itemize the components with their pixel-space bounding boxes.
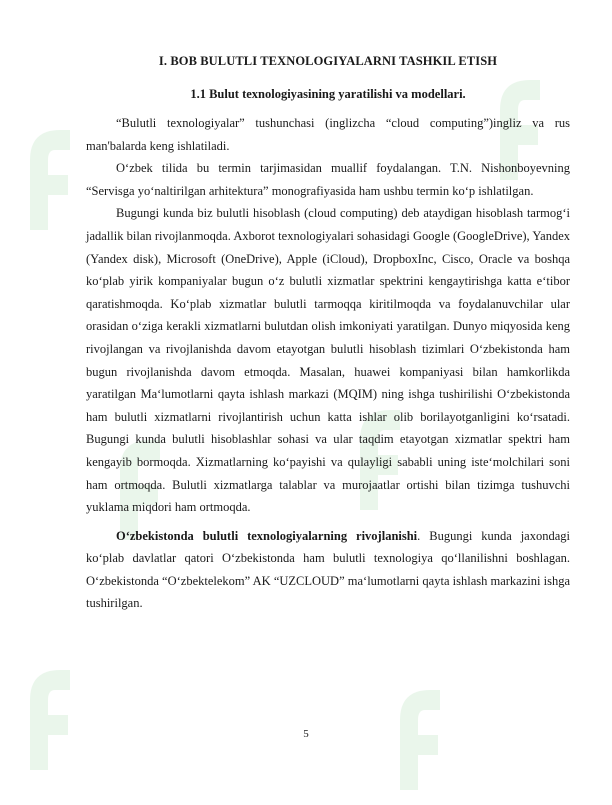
paragraph-1: “Bulutli texnologiyalar” tushunchasi (inglizcha “cloud computing”)ingliz va rus man'balarda keng ishlatiladi. xyxy=(86,116,570,153)
watermark-logo-icon xyxy=(390,680,450,800)
watermark-logo-icon xyxy=(20,120,80,240)
chapter-title: I. BOB BULUTLI TEXNOLOGIYALARNI TASHKIL ETISH xyxy=(158,54,498,68)
paragraph-2: O‘zbek tilida bu termin tarjimasidan muallif foydalangan. T.N. Nishonboyevning “Servisga yo‘naltirilgan arhitektura” monografiyasida ham ushbu termin ko‘p ishlatilgan. xyxy=(86,161,570,198)
paragraph-4-body: . Bugungi kunda jaxondagi ko‘plab davlatlar qatori O‘zbekistonda ham bulutli texnologiya qo‘llanilishni boshlagan. O‘zbekistonda “O‘zbektelekom” AK “UZCLOUD” ma‘lumotlarni qayta ishlash markazini ishga tushirilgan. xyxy=(86,528,571,611)
section-title: 1.1 Bulut texnologiyasining yaratilishi va modellari. xyxy=(190,87,466,101)
paragraph-4 xyxy=(86,525,570,615)
paragraph-3: Bugungi kunda biz bulutli hisoblash (cloud computing) deb ataydigan hisoblash tarmog‘i jadallik bilan rivojlanmoqda. Axborot texnologiyalari sohasidagi Google (GoogleDrive), Yandex (Yandex disk), Microsoft (OneDrive), Apple (iCloud), DropboxInc, Cisco, Oracle va boshqa ko‘plab yirik kompaniyalar bugun o‘z bulutli xizmatlar spektrini kengaytirishga katta e‘tibor qaratishmoqda. Ko‘plab xizmatlar bulutli tarmoqqa kiritilmoqda va foydalanuvchilar ular orasidan o‘ziga kerakli xizmatlarni bulutdan olish imkoniyati yaratilgan. Dunyo miqyosida keng rivojlangan va rivojlanishda davom etayotgan bulutli hisoblash tizimlari O‘zbekistonda ham bugun rivojlanishda davom etmoqda. Masalan, huawei kompaniyasi bilan hamkorlikda yaratilgan Ma‘lumotlarni qayta ishlash markazi (MQIM) ning ishga tushirilishi O‘zbekistonda ham bulutli xizmatlarni rivojlantirish uchun katta ishlar olib borilayotganligini ko‘rsatadi. Bugungi kunda bulutli hisoblashlar sohasi va ular taqdim etayotgan xizmatlar spektri ham kengayib bormoqda. Xizmatlarning ko‘payishi va qulayligi sababli uning iste‘molchilari soni ham ortmoqda. Bulutli xizmatlarga talablar va murojaatlar ortishi bilan tizimga tushuvchi yuklama miqdori ham ortmoqda. xyxy=(86,206,570,515)
paragraph-4-heading: O‘zbekistonda bulutli texnologiyalarning rivojlanishi xyxy=(116,528,418,543)
page-number: 5 xyxy=(303,728,309,740)
document-page xyxy=(86,52,570,615)
watermark-logo-icon xyxy=(20,660,80,780)
